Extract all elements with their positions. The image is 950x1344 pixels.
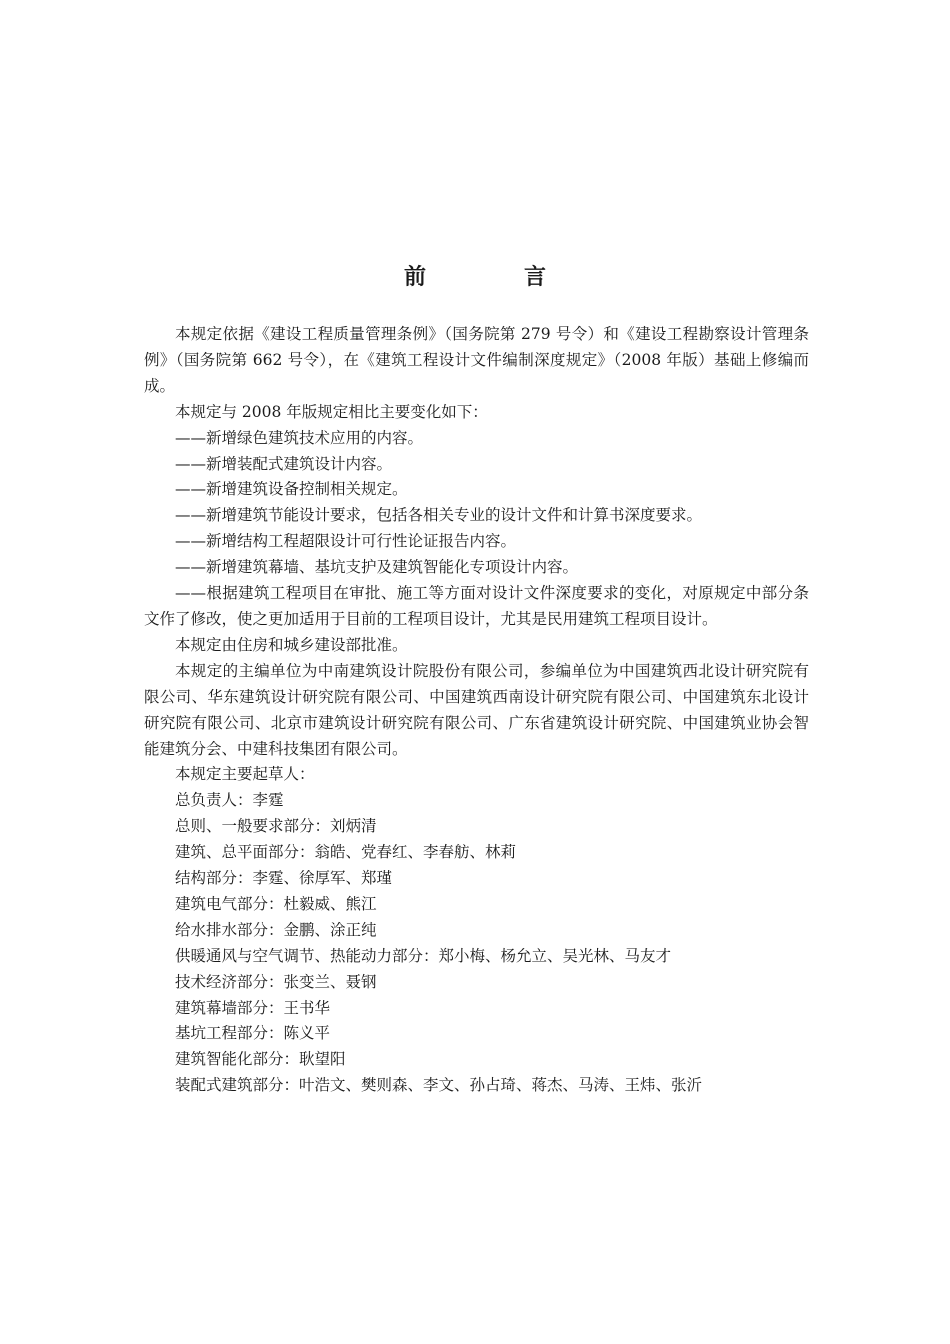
drafter-line: 建筑智能化部分：耿望阳 bbox=[175, 1050, 346, 1069]
drafter-line: 基坑工程部分：陈义平 bbox=[175, 1024, 331, 1043]
paragraph-drafters-intro: 本规定主要起草人： bbox=[175, 765, 315, 784]
preface-body bbox=[144, 322, 809, 1099]
drafter-line: 总则、一般要求部分：刘炳清 bbox=[175, 817, 377, 836]
drafter-line: 装配式建筑部分：叶浩文、樊则森、李文、孙占琦、蒋杰、马涛、王炜、张沂 bbox=[175, 1076, 703, 1095]
paragraph-units: 本规定的主编单位为中南建筑设计院股份有限公司，参编单位为中国建筑西北设计研究院有限公司、华东建筑设计研究院有限公司、中国建筑西南设计研究院有限公司、中国建筑东北设计研究院有限公司、北京市建筑设计研究院有限公司、广东省建筑设计研究院、中国建筑业协会智能建筑分会、中建科技集团有限公司。 bbox=[144, 661, 809, 758]
paragraph-changes-intro: 本规定与 2008 年版规定相比主要变化如下： bbox=[175, 402, 488, 421]
change-item: ——根据建筑工程项目在审批、施工等方面对设计文件深度要求的变化，对原规定中部分条文作了修改，使之更加适用于目前的工程项目设计，尤其是民用建筑工程项目设计。 bbox=[144, 584, 809, 628]
change-item: ——新增建筑设备控制相关规定。 bbox=[175, 480, 408, 499]
drafter-line: 建筑电气部分：杜毅威、熊江 bbox=[175, 894, 377, 913]
change-item: ——新增结构工程超限设计可行性论证报告内容。 bbox=[175, 532, 517, 551]
drafter-line: 建筑幕墙部分：王书华 bbox=[175, 998, 331, 1017]
paragraph-approval: 本规定由住房和城乡建设部批准。 bbox=[175, 635, 408, 654]
drafter-line: 建筑、总平面部分：翁皓、党春红、李春舫、林莉 bbox=[175, 843, 517, 862]
drafter-line: 技术经济部分：张变兰、聂钢 bbox=[175, 972, 377, 991]
drafter-line: 给水排水部分：金鹏、涂正纯 bbox=[175, 920, 377, 939]
drafter-line: 总负责人：李霆 bbox=[175, 791, 284, 810]
change-item: ——新增建筑幕墙、基坑支护及建筑智能化专项设计内容。 bbox=[175, 558, 579, 577]
page-title: 前 言 bbox=[403, 264, 584, 290]
change-item: ——新增建筑节能设计要求，包括各相关专业的设计文件和计算书深度要求。 bbox=[175, 506, 703, 525]
change-item: ——新增绿色建筑技术应用的内容。 bbox=[175, 428, 424, 447]
drafter-line: 供暖通风与空气调节、热能动力部分：郑小梅、杨允立、吴光林、马友才 bbox=[175, 946, 672, 965]
change-item: ——新增装配式建筑设计内容。 bbox=[175, 454, 393, 473]
drafter-line: 结构部分：李霆、徐厚军、郑瑾 bbox=[175, 869, 393, 888]
paragraph-basis: 本规定依据《建设工程质量管理条例》（国务院第 279 号令）和《建设工程勘察设计管理条例》（国务院第 662 号令），在《建筑工程设计文件编制深度规定》（2008 年版）基础上修编而成。 bbox=[144, 325, 809, 395]
